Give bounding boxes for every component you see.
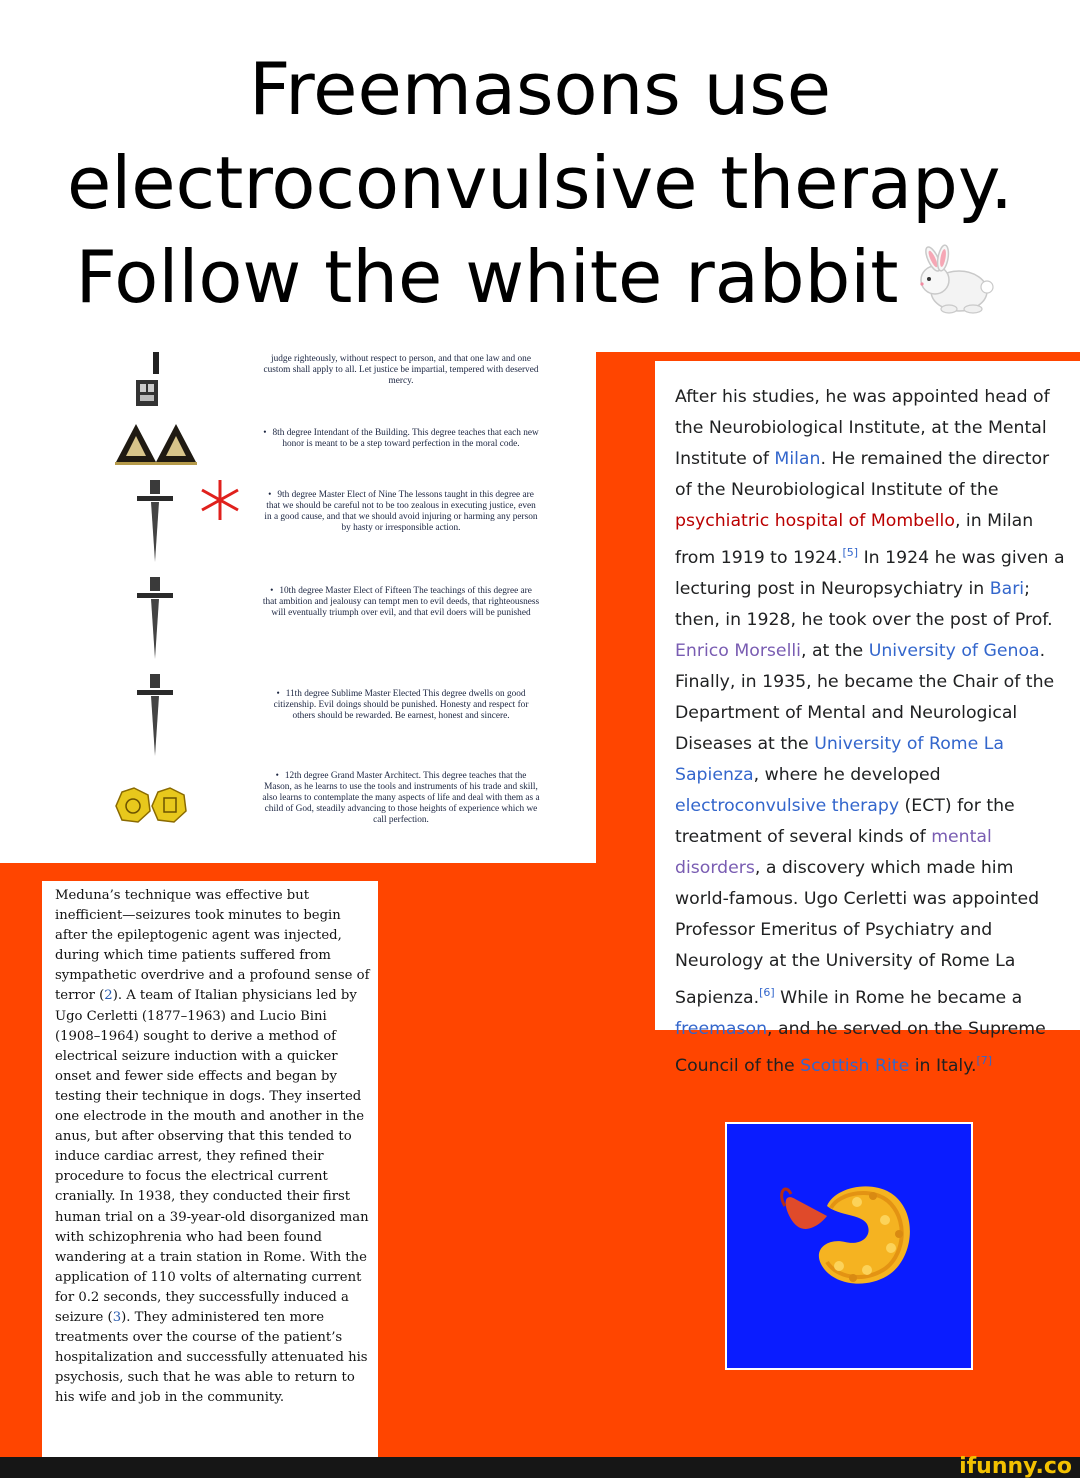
footer-bar [0,1454,1080,1479]
degree-8-text: 8th degree Intendant of the Building. This degree teaches that each new honor is meant to be a step toward perfection in the moral code. [272,428,539,449]
ifunny-watermark: ifunny.co [959,1454,1072,1479]
text: , at the [800,640,869,661]
text: After his studies, he was appointed head of the Neurobiological Institute, at the Mental Institute of [675,387,1050,469]
link-university-of-rome[interactable]: University of Rome La Sapienza [675,733,1004,785]
key-emblem-icon [136,352,159,406]
meme-caption [0,0,1080,352]
fried-shrimp-emoji-icon [727,1124,971,1368]
text: . Finally, in 1935, he became the Chair of the Department of Mental and Neurological Diseases at the [675,640,1055,754]
citation-6[interactable]: [6] [759,985,775,999]
text: . He remained the director of the Neurobiological Institute of the [675,449,1050,500]
caption-line-2: electroconvulsive therapy. [66,141,1014,225]
red-asterisk-icon [198,478,242,522]
dagger-icon [137,577,173,659]
article-excerpt-panel [42,881,378,1457]
fried-shrimp-tile [725,1122,973,1370]
citation-5[interactable]: [5] [842,546,859,559]
degree-12 [262,771,540,826]
bullet: • [268,490,272,500]
link-electroconvulsive-therapy[interactable]: electroconvulsive therapy [675,795,900,816]
degree-9 [262,490,540,534]
link-psychiatric-hospital[interactable]: psychiatric hospital of Mombello [675,511,955,531]
link-freemason[interactable]: freemason [675,1018,768,1039]
article-paragraph [55,886,370,1408]
rabbit-emoji-icon [909,247,1005,317]
text: While in Rome he became a [774,987,1023,1008]
emblems-column [112,352,202,852]
caption-line-3-text: Follow the white rabbit [75,235,899,319]
bullet: • [275,771,279,781]
text: Meduna’s technique was effective but inefficient—seizures took minutes to begin after the epileptogenic agent was injected, during which time patients suffered from sympathetic overdrive and a profound sense of terror ( [55,888,370,1004]
caption-line-1: Freemasons use [248,47,832,131]
text: , a discovery which made him world-famous. Ugo Cerletti was appointed Professor Emeritus of Psychiatry and Neurology at the University of Rome La Sapienza. [675,857,1040,1008]
citation-7[interactable]: [7] [976,1053,993,1067]
triangle-emblem-icon [115,424,197,465]
text: , where he developed [753,764,941,785]
text: ). A team of Italian physicians led by Ugo Cerletti (1877–1963) and Lucio Bini (1908–1964) sought to derive a method of electrical seizure induction with a quicker onset and fewer side effects and began by testing their technique in dogs. They inserted one electrode in the mouth and another in the anus, but after observing that this tended to induce cardiac arrest, they refined their procedure to focus the electrical current cranially. In 1938, they conducted their first human trial on a 39-year-old disorganized man with schizophrenia who had been found wandering at a train station in Rome. With the application of 110 volts of alternating current for 0.2 seconds, they successfully induced a seizure ( [55,988,369,1325]
bullet: • [263,428,267,438]
bullet: • [270,586,274,596]
collage-background [0,352,1080,1478]
degree-11-text: 11th degree Sublime Master Elected This degree dwells on good citizenship. Evil doings should be punished. Honesty and respect for others should be rewarded. Be earnest, honest and sincere. [273,689,529,721]
degree-intro-text: judge righteously, without respect to person, and that one law and one custom shall apply to all. Let justice be impartial, tempered with deserved mercy. [263,354,539,386]
degree-8 [262,428,540,450]
link-mental-disorders[interactable]: mental disorders [675,826,992,878]
text: (ECT) for the treatment of several kinds of [675,795,1015,847]
dagger-icon [137,674,173,756]
bullet: • [276,689,280,699]
text: , in Milan from 1919 to 1924. [675,511,1034,568]
text: In 1924 he was given a lecturing post in Neuropsychiatry in [675,547,1065,599]
link-university-of-genoa[interactable]: University of Genoa [868,640,1040,661]
text: in Italy. [909,1055,977,1076]
medallion-icon [116,788,186,822]
text: ; then, in 1928, he took over the post of Prof. [675,578,1053,630]
link-bari[interactable]: Bari [989,578,1025,599]
reference-2[interactable]: 2 [104,988,113,1004]
link-enrico-morselli[interactable]: Enrico Morselli [675,640,801,661]
link-scottish-rite[interactable]: Scottish Rite [800,1055,910,1076]
reference-3[interactable]: 3 [112,1309,122,1325]
dagger-icon [137,480,173,562]
degree-11 [262,689,540,722]
masonic-degrees-panel [0,352,596,863]
wikipedia-paragraph [675,382,1069,1081]
text: , and he served on the Supreme Council of the [675,1018,1046,1076]
degree-10-text: 10th degree Master Elect of Fifteen The teachings of this degree are that ambition and jealousy can tempt men to evil deeds, that righteousness will eventually triumph over evil, and that evil doers will be punished [262,586,540,618]
text: ). They administered ten more treatments over the course of the patient’s hospitalization and successfully attenuated his psychosis, such that he was able to return to his wife and job in the community. [55,1309,368,1406]
degree-9-text: 9th degree Master Elect of Nine The lessons taught in this degree are that we should be careful not to be too zealous in executing justice, even in a good cause, and that we should avoid injuring or harming any person by hasty or irresponsible action. [264,490,538,533]
link-milan[interactable]: Milan [774,449,821,469]
caption-line-3 [0,232,1080,322]
degree-12-text: 12th degree Grand Master Architect. This degree teaches that the Mason, as he learns to use the tools and instruments of his trade and skill, also learns to contemplate the many aspects of life and deal with them as a child of God, steadily advancing to those heights of experience which we call perfection. [262,771,540,825]
wikipedia-excerpt-panel [655,361,1080,1076]
degree-10 [262,586,540,619]
